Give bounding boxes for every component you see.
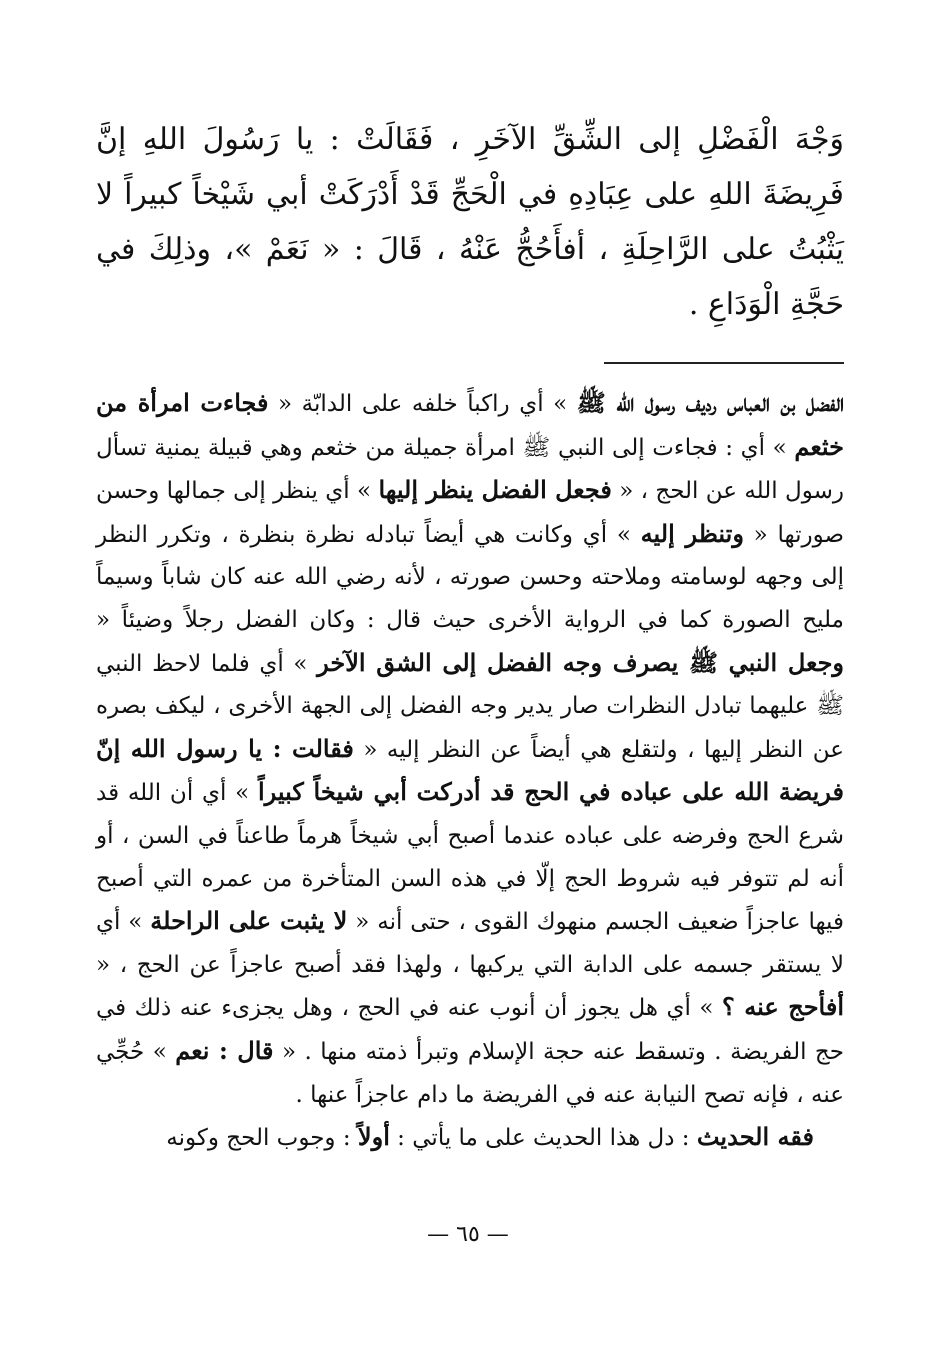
explanation-text: » أي وكانت هي أيضاً تبادله نظرة بنظرة ، وتكرر النظر إلى وجهه لوسامته وملاحته وحسن صورته ، لأنه رضي الله عنه كان شاباً وسيماً مليح الصورة كما في الرواية الأخرى حيث قال : وكان الفضل رجلاً وضيئاً «	[96, 521, 844, 633]
explanation-text: » أي فلما لاحظ النبي ﷺ عليهما تبادل النظرات صار يدير وجه الفضل إلى الجهة الأخرى ، ليكف بصره عن النظر إليها ، ولتقلع هي أيضاً عن النظر إليه «	[96, 650, 844, 763]
quoted-phrase: لا يثبت على الراحلة	[150, 906, 348, 936]
explanation-text: » أي لا يستقر جسمه على الدابة التي يركبها ، ولهذا فقد أصبح عاجزاً عن الحج ، «	[96, 909, 844, 978]
quoted-phrase: وتنظر إليه	[640, 518, 744, 548]
explanation-text: » أي ينظر إلى جمالها وحسن صورتها «	[96, 478, 844, 548]
explanation-text: » أي : فجاءت إلى النبي ﷺ امرأة جميلة من خثعم وهي قبيلة يمنية تسأل رسول الله عن الحج ، «	[96, 434, 845, 505]
quoted-phrase: قال : نعم	[175, 1035, 274, 1065]
quoted-phrase: أفأحج عنه ؟	[721, 992, 844, 1022]
page-number: — ٦٥ —	[427, 1222, 509, 1247]
quoted-phrase: فقالت : يا رسول الله إنّ فريضة الله على عباده في الحج قد أدركت أبي شيخاً كبيراً	[96, 733, 844, 807]
fiqh-text: : وجوب الحج وكونه	[166, 1125, 358, 1152]
hadith-text: وَجْهَ الْفَضْلِ إلى الشِّقِّ الآخَرِ ، فَقَالَتْ : يا رَسُولَ اللهِ إنَّ فَرِيضَةَ اللهِ على عِبَادِهِ في الْحَجِّ قَدْ أَدْرَكَتْ أبي شَيْخاً كبيراً لا يَثْبُتُ على الرَّاحِلَةِ ، أفأَحُجُّ عَنْهُ ، قَالَ : « نَعَمْ »، وذلِكَ في حَجَّةِ الْوَدَاعِ .	[96, 122, 844, 322]
explanation-text: » حُجِّي عنه ، فإنه تصح النيابة عنه في الفريضة ما دام عاجزاً عنها .	[96, 1038, 844, 1108]
fiqh-paragraph	[96, 1116, 844, 1160]
explanation-text: » أي راكباً خلفه على الدابّة «	[268, 391, 577, 417]
quoted-phrase: وجعل النبي ﷺ يصرف وجه الفضل إلى الشق الآخر	[317, 647, 844, 677]
footnote-divider	[604, 362, 844, 364]
quoted-phrase: فجاءت امرأة من خثعم	[96, 388, 844, 461]
explanation-text: » أي أن الله قد شرع الحج وفرضه على عباده عندما أصبح أبي شيخاً هرماً طاعناً في السن ، أو أنه لم تتوفر فيه شروط الحج إلّا في هذه السن المتأخرة من عمره التي أصبح فيها عاجزاً ضعيف الجسم منهوك القوى ، حتى أنه «	[96, 780, 844, 936]
explanation-text: » أي هل يجوز أن أنوب عنه في الحج ، وهل يجزىء عنه ذلك في حج الفريضة . وتسقط عنه حجة الإسلام وتبرأ ذمته منها . «	[96, 995, 844, 1065]
fiqh-heading: فقه الحديث	[696, 1122, 814, 1152]
fiqh-first-label: أولاً	[357, 1122, 390, 1152]
book-page	[96, 112, 844, 1366]
quoted-phrase: الفضل بن العباس رديف رسول الله ﷺ	[576, 388, 844, 417]
fiqh-text: : دل هذا الحديث على ما يأتي :	[389, 1125, 697, 1152]
commentary-text	[96, 382, 844, 1116]
quoted-phrase: فجعل الفضل ينظر إليها	[378, 475, 612, 505]
